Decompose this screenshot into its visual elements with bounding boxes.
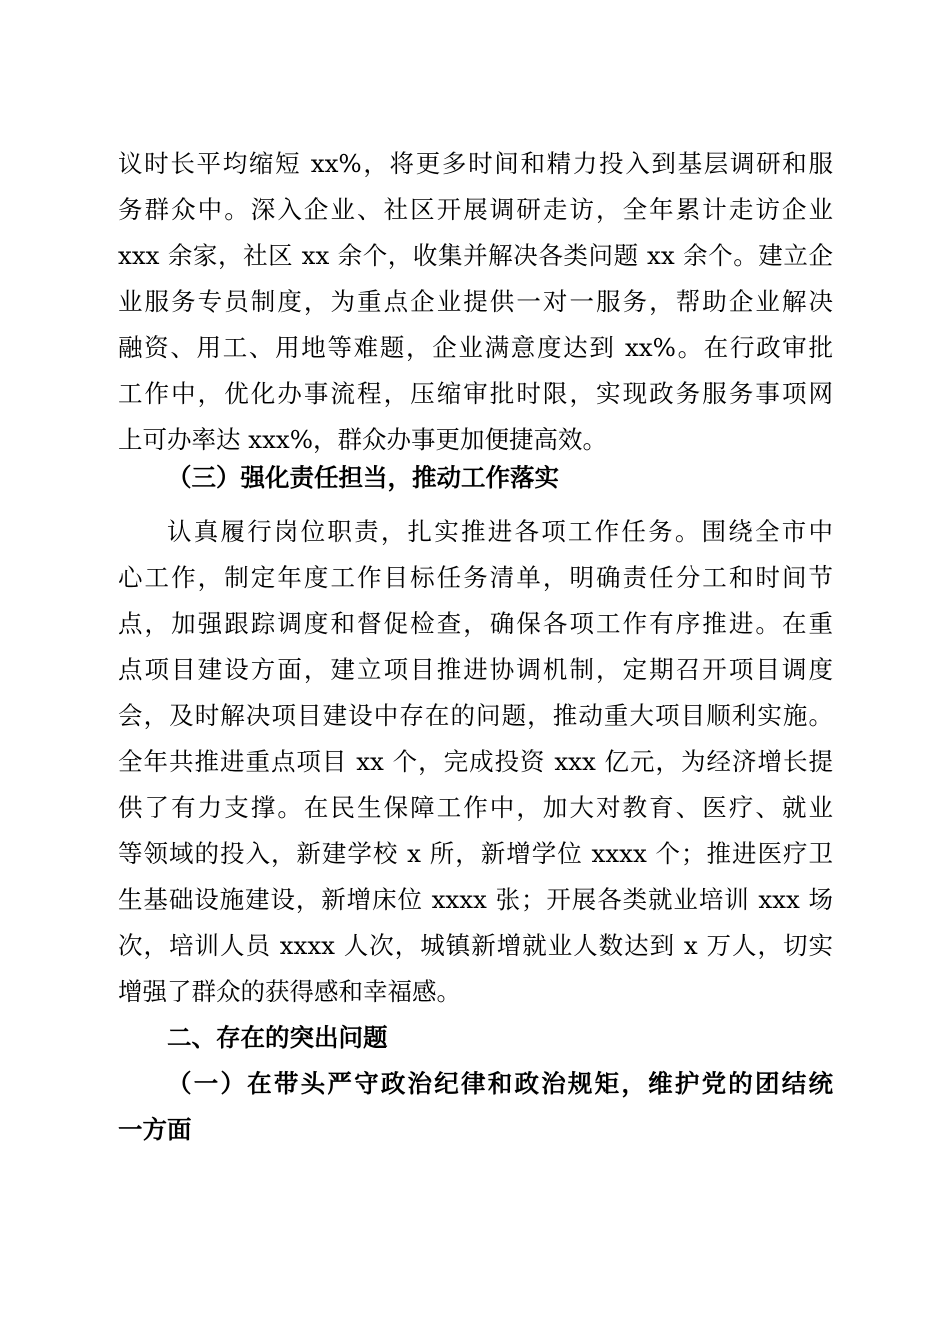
paragraph-line: 增强了群众的获得感和幸福感。 — [118, 977, 461, 1006]
paragraph-line: 供了有力支撑。在民生保障工作中，加大对教育、医疗、就业 — [118, 793, 833, 822]
paragraph-line: 工作中，优化办事流程，压缩审批时限，实现政务服务事项网 — [118, 379, 833, 408]
paragraph-line: 全年共推进重点项目 xx 个，完成投资 xxx 亿元，为经济增长提 — [118, 747, 833, 776]
paragraph-line: 务群众中。深入企业、社区开展调研走访，全年累计走访企业 — [118, 195, 833, 224]
paragraph-line: 点，加强跟踪调度和督促检查，确保各项工作有序推进。在重 — [118, 609, 833, 638]
paragraph-line: 认真履行岗位职责，扎实推进各项工作任务。围绕全市中 — [167, 517, 833, 546]
paragraph-line: xxx 余家，社区 xx 余个，收集并解决各类问题 xx 余个。建立企 — [118, 241, 833, 270]
subsection-heading: （一）在带头严守政治纪律和政治规矩，维护党的团结统 — [167, 1069, 833, 1098]
paragraph-line: 心工作，制定年度工作目标任务清单，明确责任分工和时间节 — [118, 563, 833, 592]
paragraph-line: 业服务专员制度，为重点企业提供一对一服务，帮助企业解决 — [118, 287, 833, 316]
paragraph-line: 上可办率达 xxx%，群众办事更加便捷高效。 — [118, 425, 608, 454]
paragraph-line: 融资、用工、用地等难题，企业满意度达到 xx%。在行政审批 — [118, 333, 833, 362]
paragraph-line: 次，培训人员 xxxx 人次，城镇新增就业人数达到 x 万人，切实 — [118, 931, 833, 960]
paragraph-line: 生基础设施建设，新增床位 xxxx 张；开展各类就业培训 xxx 场 — [118, 885, 833, 914]
paragraph-line: 议时长平均缩短 xx%，将更多时间和精力投入到基层调研和服 — [118, 149, 833, 178]
paragraph-line: 点项目建设方面，建立项目推进协调机制，定期召开项目调度 — [118, 655, 833, 684]
subsection-heading-continued: 一方面 — [118, 1115, 192, 1144]
paragraph-line: 等领域的投入，新建学校 x 所，新增学位 xxxx 个；推进医疗卫 — [118, 839, 833, 868]
paragraph-line: 会，及时解决项目建设中存在的问题，推动重大项目顺利实施。 — [118, 701, 833, 730]
section-heading-3: （三）强化责任担当，推动工作落实 — [167, 463, 559, 492]
section-heading-2: 二、存在的突出问题 — [167, 1023, 388, 1052]
